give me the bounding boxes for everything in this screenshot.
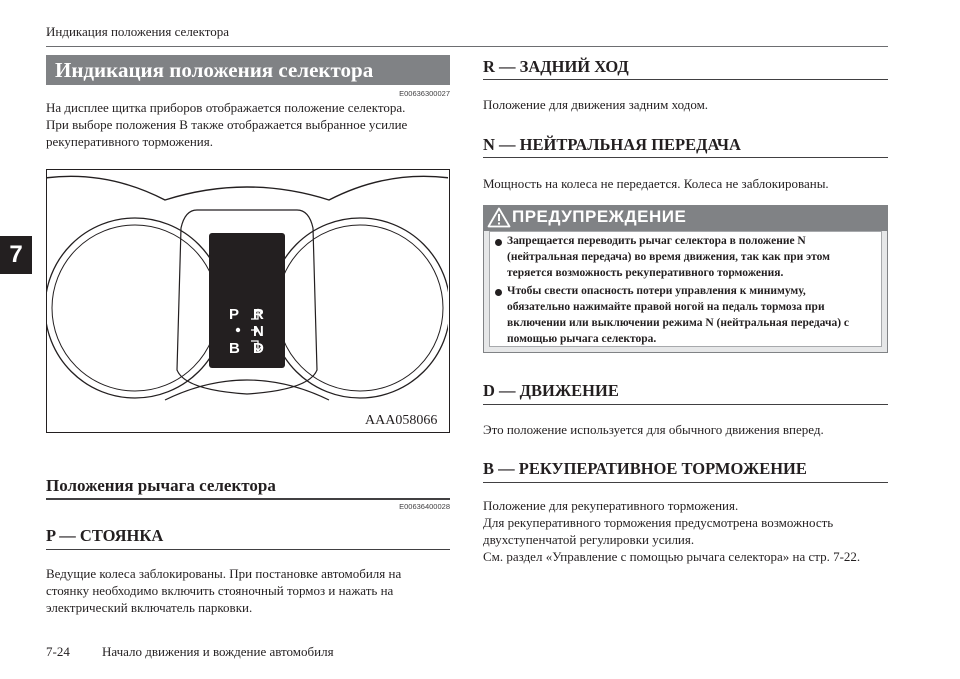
b-rule: [483, 482, 888, 483]
figure-label: AAA058066: [365, 413, 438, 428]
bullet-icon: [495, 289, 502, 296]
p-line: электрический включатель парковки.: [46, 600, 253, 615]
intro-line: рекуперативного торможения.: [46, 134, 213, 149]
warning-line: включении или выключении режима N (нейтральная передача) с: [507, 317, 850, 329]
gear-d: D: [253, 340, 264, 357]
p-line: Ведущие колеса заблокированы. При постановке автомобиля на: [46, 566, 402, 581]
chapter-tab: 7: [0, 236, 32, 274]
warning-line: помощью рычага селектора.: [507, 333, 657, 345]
gear-p: P: [229, 306, 240, 323]
subsection-code: E00636400028: [399, 502, 450, 511]
b-line: двухступенчатой регулировки усилия.: [483, 532, 695, 547]
n-title: N — НЕЙТРАЛЬНАЯ ПЕРЕДАЧА: [483, 135, 741, 154]
p-line: стоянку необходимо включить стояночный тормоз и нажать на: [46, 583, 394, 598]
b-line: См. раздел «Управление с помощью рычага селектора» на стр. 7-22.: [483, 549, 861, 564]
right-dial-inner: [277, 225, 443, 391]
p-title: P — СТОЯНКА: [46, 526, 164, 545]
running-title: Индикация положения селектора: [46, 24, 230, 39]
b-line: Для рекуперативного торможения предусмотрена возможность: [483, 515, 834, 530]
warning-triangle-icon: [487, 207, 511, 228]
d-rule: [483, 404, 888, 405]
warning-line: теряется возможность рекуперативного торможения.: [507, 267, 784, 279]
right-dial-outer: [270, 218, 448, 398]
b-line: Положение для рекуперативного торможения.: [483, 498, 739, 513]
gear-b: B: [229, 340, 240, 357]
warning-line: (нейтральная передача) во время движения, так как при этом: [507, 251, 831, 263]
section-title: Индикация положения селектора: [46, 55, 450, 85]
warning-item: [507, 283, 882, 347]
warning-line: обязательно нажимайте правой ногой на педаль тормоза при: [507, 301, 825, 313]
d-text: Это положение используется для обычного движения вперед.: [483, 422, 824, 437]
intro-line: На дисплее щитка приборов отображается положение селектора.: [46, 100, 406, 115]
p-paragraph: [46, 565, 456, 616]
gear-r: R: [253, 306, 264, 323]
instrument-panel-figure: [46, 169, 450, 433]
r-title: R — ЗАДНИЙ ХОД: [483, 57, 629, 76]
left-dial-inner: [52, 225, 218, 391]
n-rule: [483, 157, 888, 158]
instrument-cluster-illustration: [47, 170, 448, 431]
r-text: Положение для движения задним ходом.: [483, 97, 709, 112]
bullet-icon: [495, 239, 502, 246]
gear-display-screen: [209, 233, 285, 368]
n-text: Мощность на колеса не передается. Колеса не заблокированы.: [483, 176, 829, 191]
d-title: D — ДВИЖЕНИЕ: [483, 381, 619, 400]
subsection-title: Положения рычага селектора: [46, 476, 276, 495]
b-selected-dot-icon: [236, 328, 240, 332]
warning-line: Чтобы свести опасность потери управления к минимуму,: [507, 285, 806, 297]
intro-paragraph: [46, 99, 456, 150]
footer-chapter-title: Начало движения и вождение автомобиля: [102, 644, 334, 659]
header-rule: [46, 46, 888, 47]
warning-item: [507, 233, 882, 281]
warning-line: Запрещается переводить рычаг селектора в положение N: [507, 235, 806, 247]
left-dial-outer: [47, 218, 225, 398]
intro-line: При выборе положения B также отображается выбранное усилие: [46, 117, 408, 132]
b-paragraph: [483, 497, 893, 565]
gear-n: N: [253, 323, 264, 340]
warning-title: ПРЕДУПРЕЖДЕНИЕ: [512, 207, 687, 226]
cluster-lower-arc: [165, 380, 329, 400]
b-title: B — РЕКУПЕРАТИВНОЕ ТОРМОЖЕНИЕ: [483, 459, 807, 478]
subsection-rule: [46, 498, 450, 500]
p-rule: [46, 549, 450, 550]
page-number: 7-24: [46, 644, 70, 659]
section-code: E00636300027: [399, 89, 450, 98]
cluster-bezel: [47, 176, 448, 200]
r-rule: [483, 79, 888, 80]
